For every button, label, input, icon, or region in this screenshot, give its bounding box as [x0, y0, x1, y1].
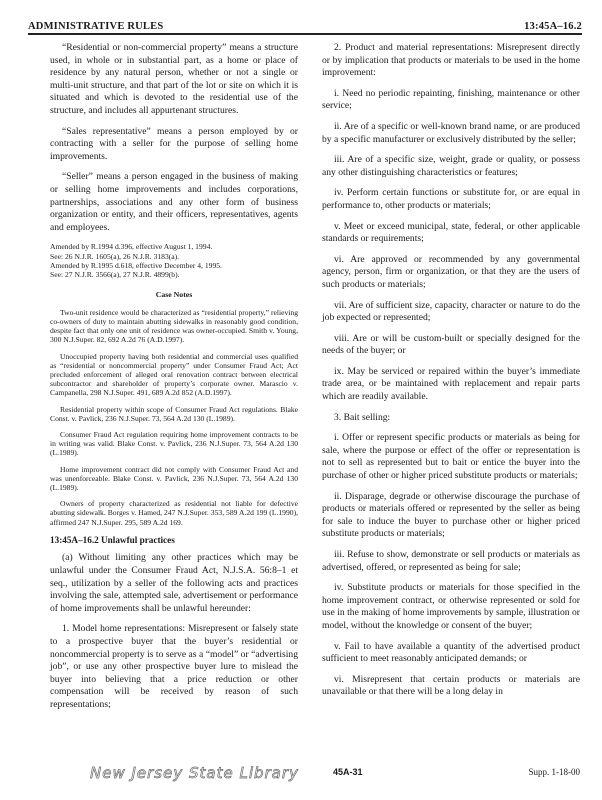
- section-item-3: 3. Bait selling:: [334, 411, 391, 423]
- header-section-number: 13:45A–16.2: [524, 21, 582, 32]
- section-paragraph-a: (a) Without limiting any other practices which may be unlawful under the Consumer Fraud Act, N.J.S.A. 56:8–1 et seq., utilization by a seller of the following acts and practices involving the sale, attempted sale, advertisement or performance of home improvements shall be unlawful hereunder:: [50, 552, 299, 614]
- case-note: Owners of property characterized as residential not liable for defective abutting sidewalk. Borges v. Hamed, 247 N.J.Super. 353, 589 A.2d 199 (L.1990), affirmed 247 N.J.Super. 295, 589 A.2d 169.: [50, 499, 298, 527]
- subitem: iii. Refuse to show, demonstrate or sell products or materials as advertised, offered, or represented as being for sale;: [322, 549, 580, 573]
- section-heading: 13:45A–16.2 Unlawful practices: [50, 534, 175, 545]
- case-note: Home improvement contract did not comply with Consumer Fraud Act and was unenforceable. Blake Const. v. Pavlick, 236 N.J.Super. 73, 564 A.2d 130 (L.1989).: [50, 464, 298, 492]
- section-item-1: 1. Model home representations: Misrepresent or falsely state to a prospective buyer that the buyer’s residential or noncommercial property is to serve as a “model” or “advertising job”, or use any other prospective buyer lure to mislead the buyer into believing that a price reduction or other compensation will be received by reason of such representations;: [50, 623, 298, 710]
- supplement-date: Supp. 1-18-00: [528, 767, 580, 777]
- amendment-line: Amended by R.1994 d.396, effective August 1, 1994.: [50, 242, 213, 252]
- library-watermark: New Jersey State Library: [90, 764, 299, 782]
- subitem: viii. Are or will be custom-built or specially designed for the needs of the buyer; or: [322, 332, 580, 357]
- subitem: i. Need no periodic repainting, finishing, maintenance or other service;: [322, 87, 580, 112]
- page-footer: [0, 766, 602, 786]
- subitem: iv. Perform certain functions or substitute for, or are equal in performance to, other products or materials;: [322, 187, 580, 211]
- page-number: 45A-31: [333, 767, 363, 777]
- case-notes-heading: Case Notes: [155, 290, 193, 300]
- subitem: vii. Are of sufficient size, capacity, character or nature to do the job expected or represented;: [322, 299, 580, 324]
- subitem: ii. Are of a specific or well-known brand name, or are produced by a specific manufacturer or exclusively distributed by the seller;: [322, 120, 580, 145]
- amendment-line: Amended by R.1995 d.618, effective December 4, 1995.: [50, 260, 222, 270]
- header-rule: [28, 33, 582, 35]
- amendment-history: [50, 242, 298, 279]
- subitem: ix. May be serviced or repaired within the buyer’s immediate trade area, or be maintained with replacement and repair parts which are readily available.: [322, 365, 580, 403]
- subitem: iii. Are of a specific size, weight, grade or quality, or possess any other distinguishing characteristics or features;: [322, 154, 580, 178]
- case-note: Unoccupied property having both residential and commercial uses qualified as “residential or noncommercial property” under Consumer Fraud Act; Act precluded enforcement of alleged oral renovation contract between electrical subcontractor and shareholder of property’s corporate owner. Marascio v. Campanella, 298 N.J.Super. 491, 689 A.2d 852 (A.D.1997).: [50, 351, 298, 398]
- section-item-2: 2. Product and material representations: Misrepresent directly or by implication that products or materials to be used in the home improvement:: [322, 42, 580, 79]
- subitem: iv. Substitute products or materials for those specified in the home improvement contract, or otherwise represented or sold for use in the making of home improvements by sample, illustration or model, without the knowledge or consent of the buyer;: [322, 582, 580, 631]
- amendment-line: See: 26 N.J.R. 1605(a), 26 N.J.R. 3183(a).: [50, 251, 180, 261]
- subitem: v. Fail to have available a quantity of the advertised product sufficient to meet reasonably anticipated demands; or: [322, 640, 580, 665]
- subitem: vi. Are approved or recommended by any governmental agency, person, firm or organization, or that they are the users of such products or materials;: [322, 253, 580, 290]
- subitem: vi. Misrepresent that certain products or materials are unavailable or that there will be a long delay in: [322, 673, 580, 698]
- amendment-line: See: 27 N.J.R. 3566(a), 27 N.J.R. 4899(b).: [50, 269, 180, 279]
- definition-sales-representative: “Sales representative” means a person employed by or contracting with a seller for the purpose of selling home improvements.: [50, 125, 298, 162]
- case-note: Two-unit residence would be characterized as “residential property,” relieving co-owners of duty to maintain abutting sidewalks in reasonably good condition, despite fact that only one unit of residence was owner-occupied. Smith v. Young, 300 N.J.Super. 82, 692 A.2d 76 (A.D.1997).: [50, 307, 298, 345]
- subitem: i. Offer or represent specific products or materials as being for sale, where the purpose or effect of the offer or representation is not to sell as represented but to bait or entice the buyer into the purchase of other or higher priced substitute products or materials;: [322, 432, 580, 482]
- case-note: Residential property within scope of Consumer Fraud Act regulations. Blake Const. v. Pavlick, 236 N.J.Super. 73, 564 A.2d 130 (L.1989).: [50, 404, 298, 423]
- definition-residential-property: “Residential or non-commercial property” means a structure used, in whole or in substantial part, as a home or place of residence by any natural person, whether or not a single or multi-unit structure, and that part of the lot or site on which it is situated and which is devoted to the residential use of the structure, and includes all appurtenant structures.: [50, 42, 298, 116]
- subitem: ii. Disparage, degrade or otherwise discourage the purchase of products or materials offered or represented by the seller as being for sale to induce the buyer to purchase other or higher priced substitute products or materials;: [322, 490, 580, 540]
- header-title: ADMINISTRATIVE RULES: [28, 21, 164, 32]
- subitem: v. Meet or exceed municipal, state, federal, or other applicable standards or requirements;: [322, 220, 580, 245]
- case-note: Consumer Fraud Act regulation requiring home improvement contracts to be in writing was valid. Blake Const. v. Pavlick, 236 N.J.Super. 73, 564 A.2d 130 (L.1989).: [50, 429, 298, 458]
- definition-seller: “Seller” means a person engaged in the business of making or selling home improvements and includes corporations, partnerships, associations and any other form of business organization or entity, and their officers, representatives, agents and employees.: [50, 171, 298, 233]
- running-header: [28, 14, 582, 32]
- left-column: [50, 42, 298, 720]
- right-column: [322, 42, 580, 707]
